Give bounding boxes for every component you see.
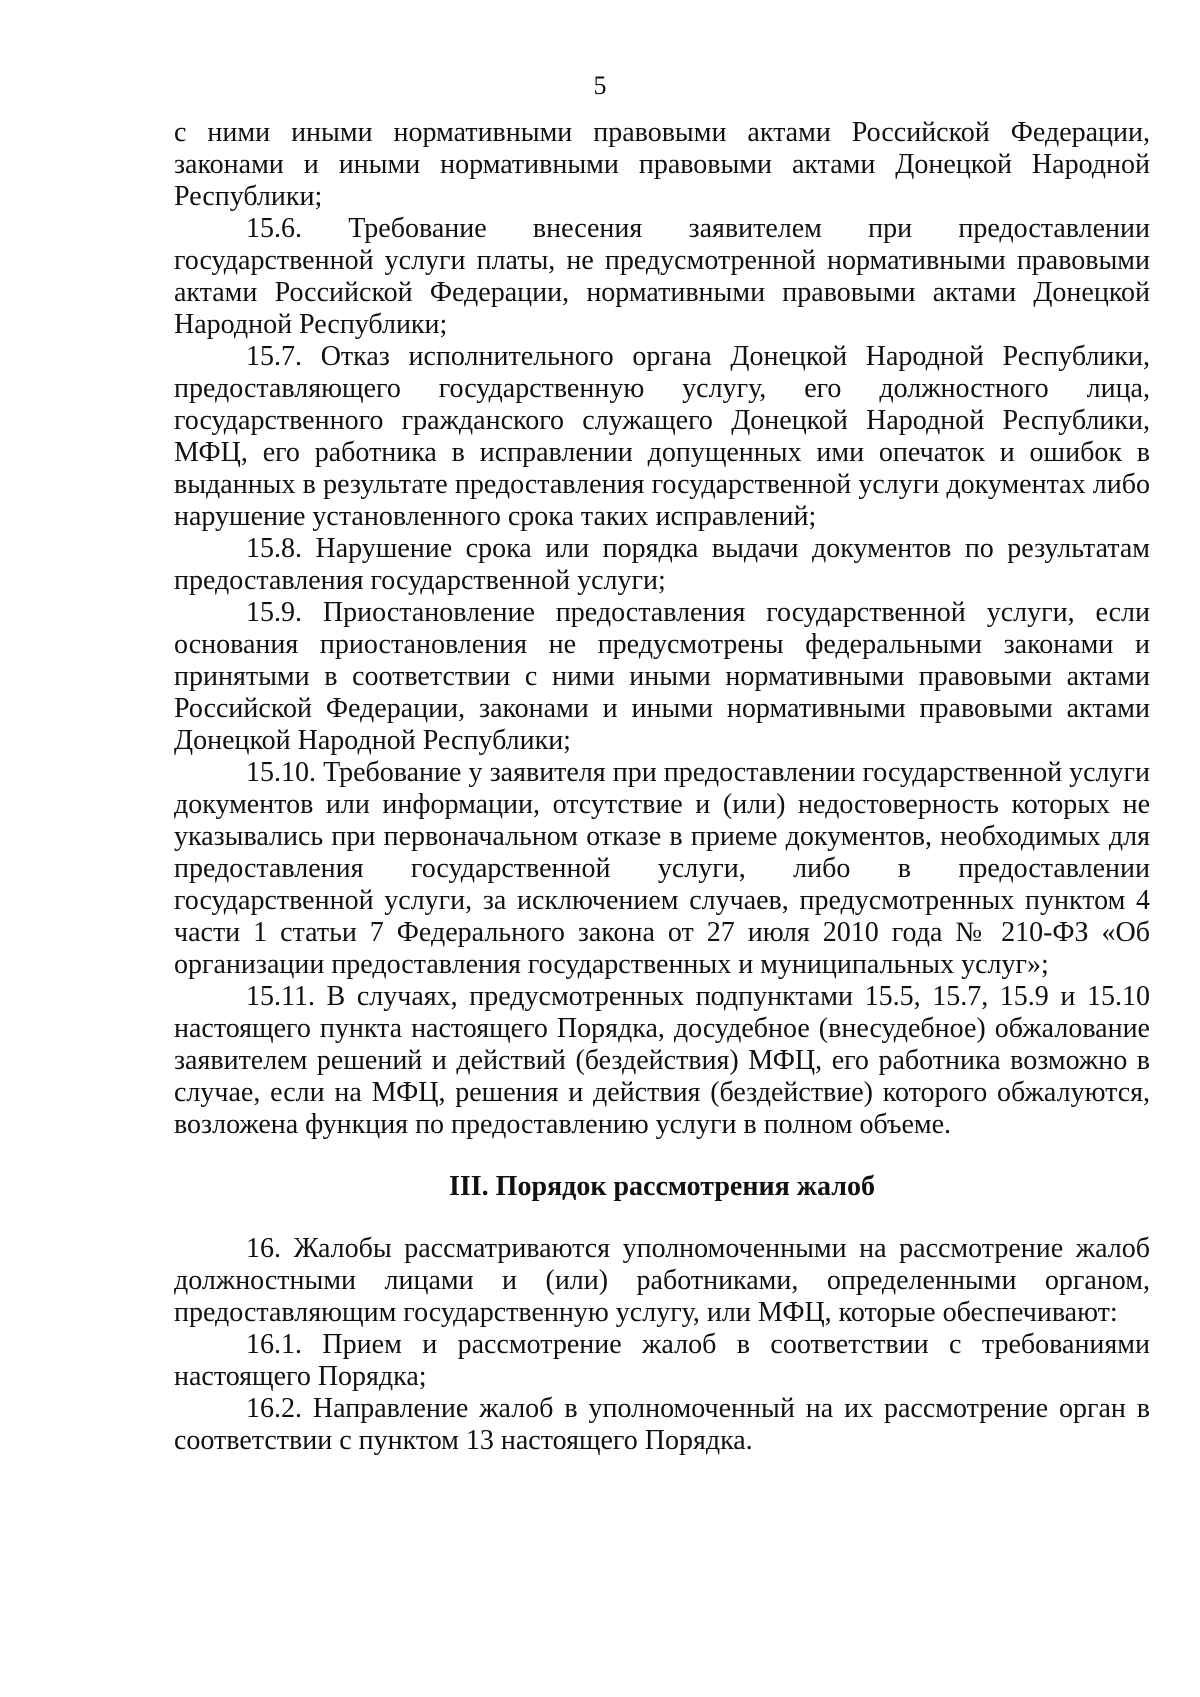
section-heading: III. Порядок рассмотрения жалоб	[448, 1171, 875, 1202]
paragraph-15-9: 15.9. Приостановление предоставления государственной услуги, если основания приостановления не предусмотрены федеральными законами и принятыми в соответствии с ними иными нормативными правовыми актами Российской Федерации, законами и иными нормативными правовыми актами Донецкой Народной Республики;	[174, 597, 1150, 756]
paragraph-continuation: с ними иными нормативными правовыми актами Российской Федерации, законами и иными нормативными правовыми актами Донецкой Народной Республики;	[174, 117, 1150, 212]
page-number: 5	[593, 71, 607, 100]
paragraph-15-6: 15.6. Требование внесения заявителем при предоставлении государственной услуги платы, не предусмотренной нормативными правовыми актами Российской Федерации, нормативными правовыми актами Донецкой Народной Республики;	[174, 213, 1150, 340]
document-body	[174, 117, 1150, 1457]
paragraph-16-2: 16.2. Направление жалоб в уполномоченный на их рассмотрение орган в соответствии с пунктом 13 настоящего Порядка.	[174, 1393, 1150, 1456]
paragraph-16-1: 16.1. Прием и рассмотрение жалоб в соответствии с требованиями настоящего Порядка;	[174, 1329, 1150, 1392]
paragraph-15-7: 15.7. Отказ исполнительного органа Донецкой Народной Республики, предоставляющего государственную услугу, его должностного лица, государственного гражданского служащего Донецкой Народной Республики, МФЦ, его работника в исправлении допущенных ими опечаток и ошибок в выданных в результате предоставления государственной услуги документах либо нарушение установленного срока таких исправлений;	[174, 341, 1150, 532]
paragraph-16: 16. Жалобы рассматриваются уполномоченными на рассмотрение жалоб должностными лицами и (или) работниками, определенными органом, предоставляющим государственную услугу, или МФЦ, которые обеспечивают:	[174, 1233, 1150, 1328]
paragraph-15-11: 15.11. В случаях, предусмотренных подпунктами 15.5, 15.7, 15.9 и 15.10 настоящего пункта настоящего Порядка, досудебное (внесудебное) обжалование заявителем решений и действий (бездействия) МФЦ, его работника возможно в случае, если на МФЦ, решения и действия (бездействие) которого обжалуются, возложена функция по предоставлению услуги в полном объеме.	[174, 981, 1150, 1140]
paragraph-15-10: 15.10. Требование у заявителя при предоставлении государственной услуги документов или информации, отсутствие и (или) недостоверность которых не указывались при первоначальном отказе в приеме документов, необходимых для предоставления государственной услуги, либо в предоставлении государственной услуги, за исключением случаев, предусмотренных пунктом 4 части 1 статьи 7 Федерального закона от 27 июля 2010 года № 210-ФЗ «Об организации предоставления государственных и муниципальных услуг»;	[174, 757, 1150, 980]
paragraph-15-8: 15.8. Нарушение срока или порядка выдачи документов по результатам предоставления государственной услуги;	[174, 533, 1150, 596]
